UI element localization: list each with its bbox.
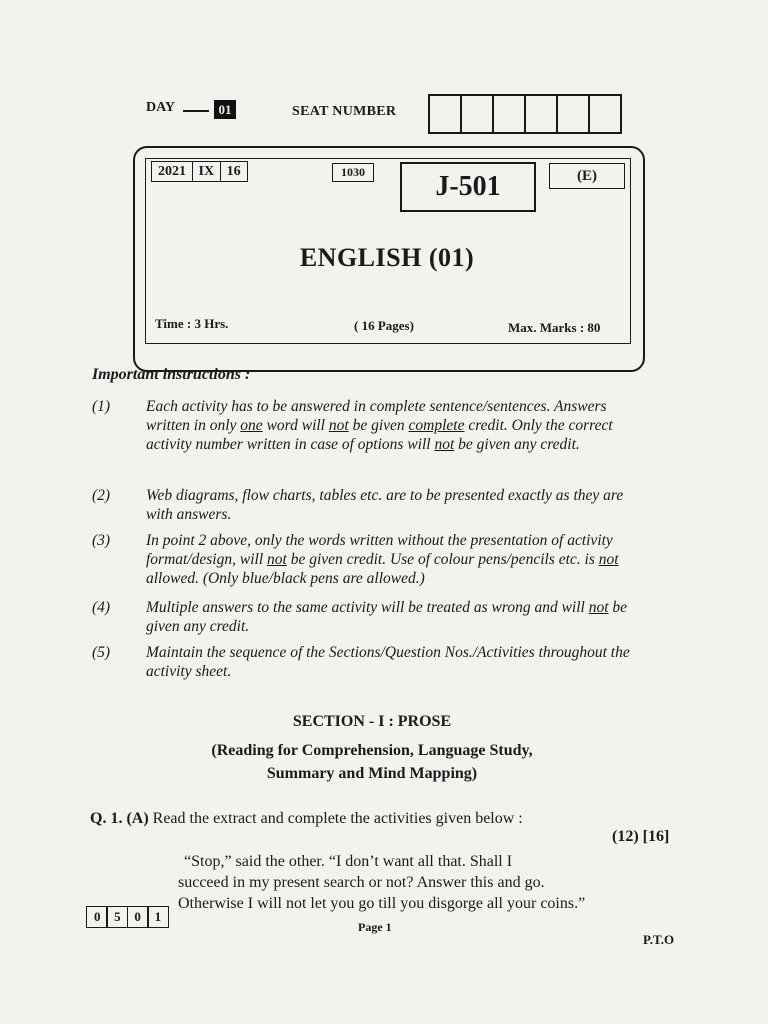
page-count: ( 16 Pages)	[354, 318, 414, 333]
seat-number-cell[interactable]	[460, 94, 494, 134]
instruction-item	[92, 486, 640, 524]
subject-code-boxes	[88, 906, 169, 928]
seat-number-boxes	[430, 94, 622, 134]
seat-number-cell[interactable]	[556, 94, 590, 134]
instruction-number: (2)	[92, 487, 111, 504]
extract-line: Otherwise I will not let you go till you disgorge all your coins.”	[178, 895, 586, 912]
instruction-item	[92, 598, 640, 636]
subject-title: ENGLISH (01)	[299, 243, 475, 272]
seat-number-cell[interactable]	[588, 94, 622, 134]
subject-code-digit: 1	[147, 906, 169, 928]
exam-month-code: IX	[192, 161, 222, 182]
instruction-number: (3)	[92, 532, 111, 549]
day-divider	[183, 110, 209, 112]
day-number-box: 01	[214, 100, 236, 119]
instruction-text: Web diagrams, flow charts, tables etc. are to be presented exactly as they are with answers.	[146, 487, 624, 523]
paper-code: J-501	[400, 162, 536, 212]
section-title: SECTION - I : PROSE	[292, 713, 452, 730]
instruction-text: Each activity has to be answered in complete sentence/sentences. Answers written in only one word will not be given complete credit. Only the correct activity number written in case of options will not be given any credit.	[146, 398, 613, 453]
exam-year-code: 2021	[151, 161, 193, 182]
please-turn-over: P.T.O	[643, 932, 675, 947]
question-text: Read the extract and complete the activities given below :	[152, 810, 523, 827]
extract-line: succeed in my present search or not? Answer this and go.	[178, 874, 545, 891]
seat-number-label: SEAT NUMBER	[292, 104, 397, 119]
exam-date-code: 16	[220, 161, 248, 182]
instruction-number: (4)	[92, 599, 111, 616]
instruction-number: (5)	[92, 644, 111, 661]
max-marks: Max. Marks : 80	[508, 320, 601, 335]
instruction-item	[92, 643, 640, 681]
exam-code-group	[151, 161, 246, 182]
subject-code-digit: 5	[106, 906, 128, 928]
instruction-number: (1)	[92, 398, 111, 415]
subject-code-digit: 0	[86, 906, 108, 928]
seat-number-cell[interactable]	[492, 94, 526, 134]
instructions-title: Important instructions :	[92, 366, 251, 383]
instruction-text: Multiple answers to the same activity will be treated as wrong and will not be given any credit.	[146, 599, 628, 635]
exam-time-code: 1030	[332, 163, 374, 182]
instruction-item	[92, 397, 640, 454]
extract-line: “Stop,” said the other. “I don’t want all that. Shall I	[184, 853, 513, 870]
question-number: Q. 1. (A)	[90, 810, 149, 827]
section-subtitle: Summary and Mind Mapping)	[266, 765, 478, 782]
time-allowed: Time : 3 Hrs.	[155, 316, 229, 331]
seat-number-cell[interactable]	[524, 94, 558, 134]
question-marks: (12) [16]	[612, 828, 670, 845]
medium-code: (E)	[549, 163, 625, 189]
seat-number-cell[interactable]	[428, 94, 462, 134]
instruction-text: In point 2 above, only the words written without the presentation of activity format/design, will not be given credit. Use of colour pens/pencils etc. is not allowed. (Only blue/black pens are allowed.)	[146, 532, 619, 587]
instruction-text: Maintain the sequence of the Sections/Question Nos./Activities throughout the activity sheet.	[146, 644, 630, 680]
instruction-item	[92, 531, 640, 588]
page-number: Page 1	[358, 920, 392, 934]
subject-code-digit: 0	[127, 906, 149, 928]
day-label: DAY	[146, 100, 176, 115]
section-subtitle: (Reading for Comprehension, Language Study,	[211, 742, 533, 759]
question-line	[90, 810, 690, 828]
